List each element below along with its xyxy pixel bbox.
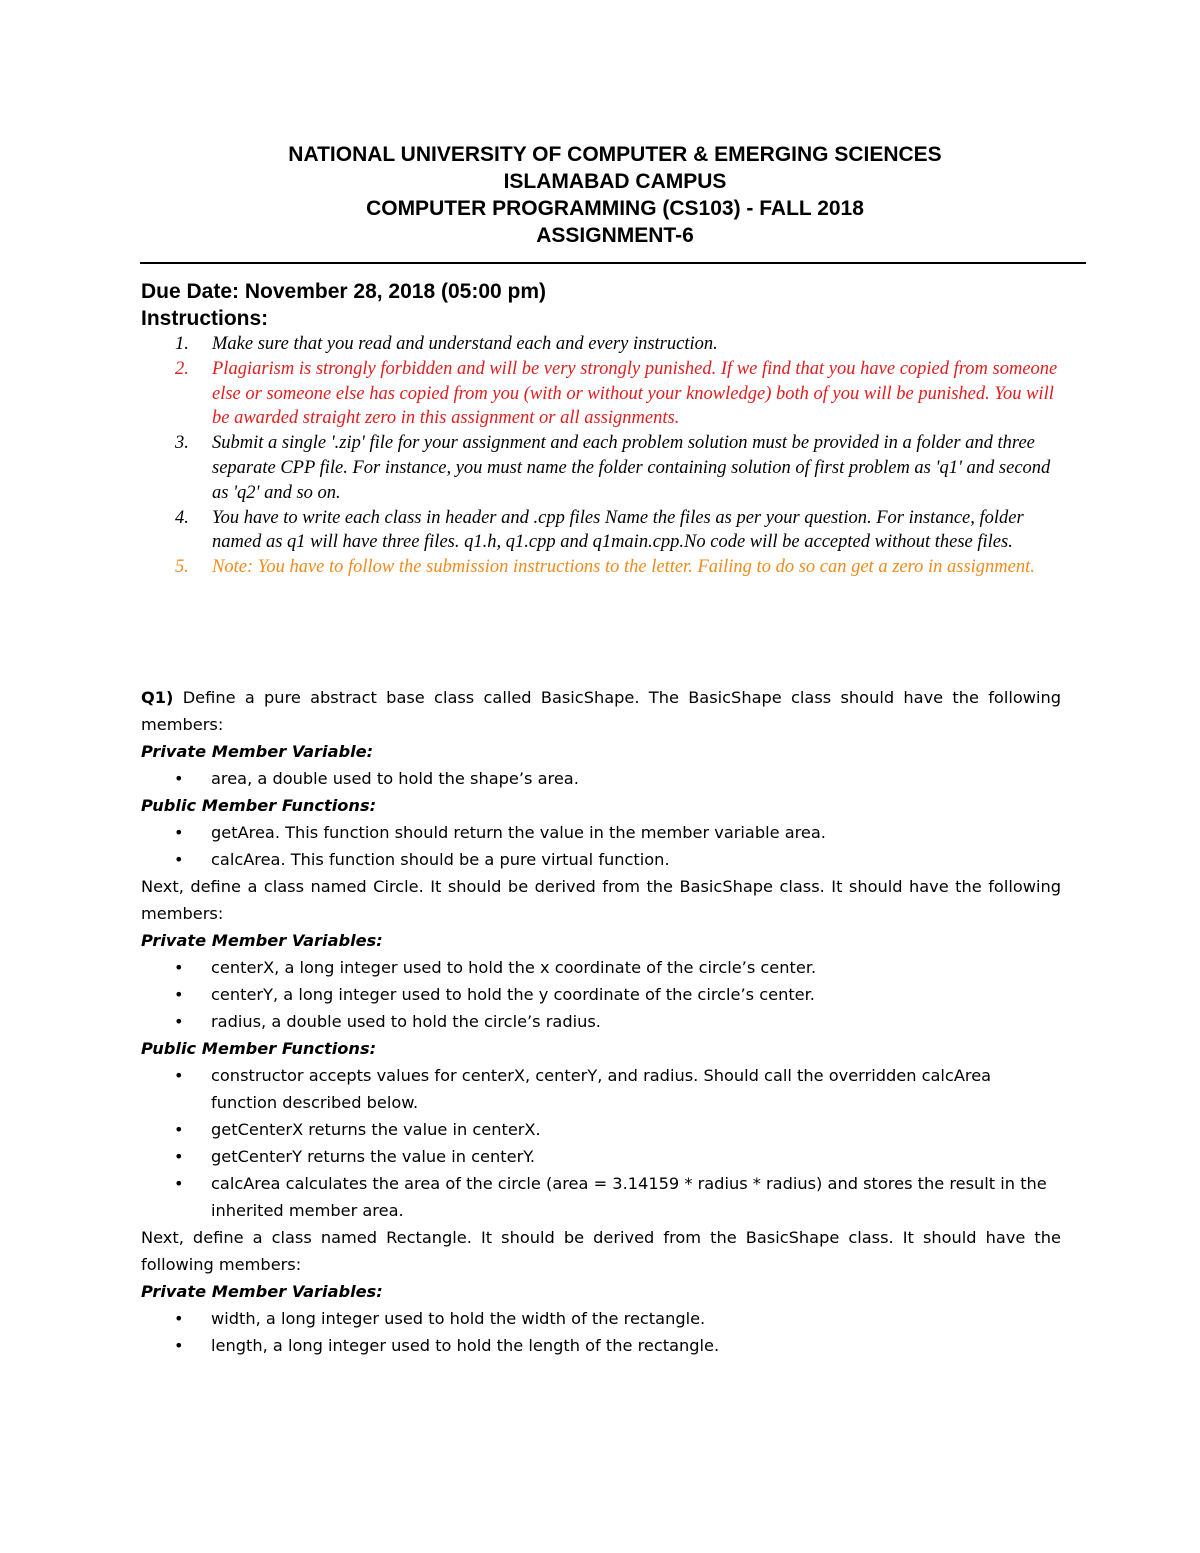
instruction-text: Make sure that you read and understand each and every instruction. bbox=[212, 334, 718, 354]
instruction-item-plagiarism bbox=[141, 357, 1071, 431]
circle-public-list bbox=[141, 1062, 1061, 1224]
instruction-text: Note: You have to follow the submission instructions to the letter. Failing to do so can get a zero in assignment. bbox=[212, 557, 1035, 578]
rectangle-intro: Next, define a class named Rectangle. It should be derived from the BasicShape class. It should have the following members: bbox=[141, 1228, 1061, 1274]
list-item bbox=[141, 1062, 1061, 1116]
list-item-text: getCenterX returns the value in centerX. bbox=[211, 1120, 541, 1139]
list-item-text: getCenterY returns the value in centerY. bbox=[211, 1147, 535, 1166]
q1-intro-text: Define a pure abstract base class called BasicShape. The BasicShape class should have the following members: bbox=[141, 688, 1061, 734]
instruction-text: Plagiarism is strongly forbidden and will be very strongly punished. If we find that you have copied from someone else or someone else has copied from you (with or without your knowledge) both of you will be punished. You will be awarded straight zero in this assignment or all assignments. bbox=[212, 358, 1058, 429]
bullet: • bbox=[174, 1012, 184, 1031]
bullet: • bbox=[174, 850, 184, 869]
basicshape-public-heading: Public Member Functions: bbox=[141, 796, 377, 815]
list-item bbox=[141, 1143, 1061, 1170]
university-name: NATIONAL UNIVERSITY OF COMPUTER & EMERGING SCIENCES bbox=[288, 143, 942, 166]
list-item-text: centerY, a long integer used to hold the y coordinate of the circle’s center. bbox=[211, 985, 815, 1004]
instruction-item bbox=[141, 332, 1071, 357]
instruction-item bbox=[141, 506, 1071, 556]
list-item bbox=[141, 846, 1061, 873]
instructions-heading: Instructions: bbox=[141, 307, 269, 330]
basicshape-public-list bbox=[141, 819, 1061, 873]
bullet: • bbox=[174, 1066, 184, 1085]
list-item bbox=[141, 1305, 1061, 1332]
instruction-item bbox=[141, 431, 1071, 505]
list-item-text: centerX, a long integer used to hold the x coordinate of the circle’s center. bbox=[211, 958, 817, 977]
instruction-number: 5. bbox=[175, 557, 189, 578]
bullet: • bbox=[174, 985, 184, 1004]
basicshape-private-heading: Private Member Variable: bbox=[141, 742, 374, 761]
list-item bbox=[141, 765, 1061, 792]
instruction-number: 1. bbox=[175, 334, 189, 354]
course-title: COMPUTER PROGRAMMING (CS103) - FALL 2018 bbox=[366, 197, 864, 220]
due-date: Due Date: November 28, 2018 (05:00 pm) bbox=[141, 280, 546, 303]
list-item-text: getArea. This function should return the value in the member variable area. bbox=[211, 823, 826, 842]
instruction-item-note bbox=[141, 555, 1071, 580]
list-item-text: width, a long integer used to hold the width of the rectangle. bbox=[211, 1309, 706, 1328]
instruction-number: 4. bbox=[175, 507, 189, 528]
bullet: • bbox=[174, 958, 184, 977]
list-item bbox=[141, 819, 1061, 846]
q1-label: Q1) bbox=[141, 688, 174, 707]
list-item bbox=[141, 1116, 1061, 1143]
list-item bbox=[141, 1008, 1061, 1035]
instructions-list bbox=[141, 332, 1071, 580]
bullet: • bbox=[174, 1336, 184, 1355]
circle-private-list bbox=[141, 954, 1061, 1035]
list-item bbox=[141, 1170, 1061, 1224]
rectangle-private-heading: Private Member Variables: bbox=[141, 1282, 383, 1301]
instruction-number: 2. bbox=[175, 358, 189, 379]
document-header bbox=[0, 141, 1200, 249]
question-1 bbox=[141, 684, 1061, 1359]
list-item-text: radius, a double used to hold the circle’s radius. bbox=[211, 1012, 601, 1031]
bullet: • bbox=[174, 823, 184, 842]
circle-intro: Next, define a class named Circle. It should be derived from the BasicShape class. It should have the following members: bbox=[141, 877, 1061, 923]
circle-private-heading: Private Member Variables: bbox=[141, 931, 383, 950]
list-item bbox=[141, 1332, 1061, 1359]
instruction-text: Submit a single '.zip' file for your assignment and each problem solution must be provided in a folder and three separate CPP file. For instance, you must name the folder containing solution of first problem as 'q1' and second as 'q2' and so on. bbox=[212, 433, 1051, 503]
bullet: • bbox=[174, 1120, 184, 1139]
list-item bbox=[141, 954, 1061, 981]
bullet: • bbox=[174, 1174, 184, 1193]
instruction-text: You have to write each class in header and .cpp files Name the files as per your question. For instance, folder named as q1 will have three files. q1.h, q1.cpp and q1main.cpp.No code will be accepted without these files. bbox=[212, 507, 1024, 553]
list-item-text: calcArea calculates the area of the circle (area = 3.14159 * radius * radius) and stores the result in the inherited member area. bbox=[211, 1174, 1047, 1220]
q1-intro bbox=[141, 684, 1061, 738]
assignment-title: ASSIGNMENT-6 bbox=[536, 224, 694, 247]
list-item-text: constructor accepts values for centerX, centerY, and radius. Should call the overridden calcArea function described below. bbox=[211, 1066, 992, 1112]
list-item-text: length, a long integer used to hold the length of the rectangle. bbox=[211, 1336, 720, 1355]
bullet: • bbox=[174, 769, 184, 788]
instruction-number: 3. bbox=[175, 433, 189, 454]
header-divider bbox=[140, 262, 1086, 264]
list-item-text: area, a double used to hold the shape’s area. bbox=[211, 769, 579, 788]
campus-name: ISLAMABAD CAMPUS bbox=[503, 170, 727, 193]
bullet: • bbox=[174, 1147, 184, 1166]
list-item-text: calcArea. This function should be a pure virtual function. bbox=[211, 850, 670, 869]
bullet: • bbox=[174, 1309, 184, 1328]
rectangle-private-list bbox=[141, 1305, 1061, 1359]
list-item bbox=[141, 981, 1061, 1008]
circle-public-heading: Public Member Functions: bbox=[141, 1039, 377, 1058]
basicshape-private-list bbox=[141, 765, 1061, 792]
